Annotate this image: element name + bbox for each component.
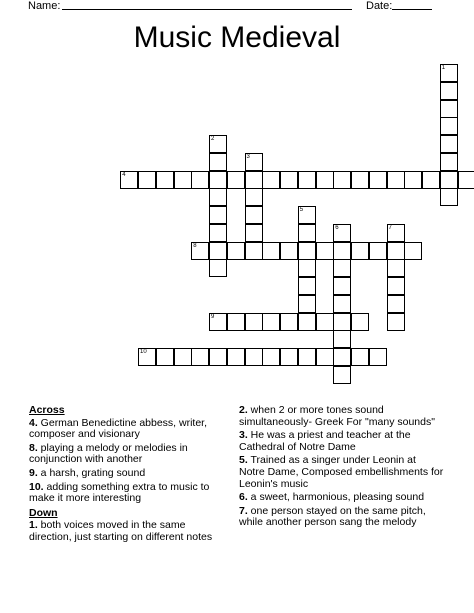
- grid-cell[interactable]: [156, 171, 174, 189]
- grid-cell[interactable]: [245, 242, 263, 260]
- grid-cell[interactable]: [333, 313, 351, 331]
- clue-number: 2: [211, 136, 215, 142]
- grid-cell[interactable]: [245, 313, 263, 331]
- grid-cell[interactable]: [333, 348, 351, 366]
- grid-cell[interactable]: [404, 171, 422, 189]
- grid-cell[interactable]: [387, 224, 405, 242]
- grid-cell[interactable]: [245, 224, 263, 242]
- grid-cell[interactable]: [333, 295, 351, 313]
- grid-cell[interactable]: [333, 366, 351, 384]
- grid-cell[interactable]: [280, 171, 298, 189]
- grid-cell[interactable]: [262, 242, 280, 260]
- grid-cell[interactable]: [191, 171, 209, 189]
- clue-item-text: a sweet, harmonious, pleasing sound: [247, 491, 425, 504]
- grid-cell[interactable]: [245, 206, 263, 224]
- clue-item: [239, 405, 444, 428]
- grid-cell[interactable]: [209, 171, 227, 189]
- clue-item-text: one person stayed on the same pitch, while another person sang the melody: [239, 504, 426, 529]
- grid-cell[interactable]: [262, 348, 280, 366]
- clue-number: 4: [122, 171, 126, 178]
- clue-item: [239, 506, 444, 529]
- grid-cell[interactable]: [174, 348, 192, 366]
- grid-cell[interactable]: [440, 64, 458, 82]
- grid-cell[interactable]: [440, 153, 458, 171]
- clue-item-number: 6.: [239, 491, 248, 504]
- clue-item: [29, 443, 229, 466]
- clue-number: 8: [193, 242, 197, 249]
- clue-item-text: a harsh, grating sound: [37, 466, 146, 479]
- clues-left-column: [29, 405, 229, 546]
- grid-cell[interactable]: [209, 313, 227, 331]
- grid-cell[interactable]: [120, 171, 138, 189]
- grid-cell[interactable]: [387, 313, 405, 331]
- grid-cell[interactable]: [262, 313, 280, 331]
- name-label: Name:: [28, 0, 61, 12]
- grid-cell[interactable]: [209, 224, 227, 242]
- grid-cell[interactable]: [280, 242, 298, 260]
- clue-item-text: both voices moved in the same direction, just starting on different notes: [29, 519, 213, 543]
- grid-cell[interactable]: [298, 242, 316, 260]
- clue-item-text: when 2 or more tones sound simultaneously- Greek For "many sounds": [239, 404, 435, 428]
- grid-cell[interactable]: [333, 242, 351, 260]
- clue-item-number: 9.: [29, 466, 38, 479]
- grid-cell[interactable]: [298, 171, 316, 189]
- grid-cell[interactable]: [369, 242, 387, 260]
- grid-cell[interactable]: [351, 348, 369, 366]
- grid-cell[interactable]: [191, 348, 209, 366]
- clue-item-text: adding something extra to music to make it more interesting: [29, 480, 210, 505]
- clue-item: [239, 430, 444, 453]
- clue-item-number: 5.: [239, 454, 248, 467]
- grid-cell[interactable]: [351, 171, 369, 189]
- clue-item: [239, 455, 444, 490]
- grid-cell[interactable]: [404, 242, 422, 260]
- clue-item-number: 4.: [29, 416, 38, 429]
- grid-cell[interactable]: [387, 171, 405, 189]
- clue-item-text: playing a melody or melodies in conjunction with another: [29, 441, 188, 466]
- down-clue-list-continued: [239, 405, 444, 529]
- grid-cell[interactable]: [333, 277, 351, 295]
- grid-cell[interactable]: [174, 171, 192, 189]
- clue-item: [29, 520, 229, 543]
- clue-item-number: 7.: [239, 504, 248, 517]
- grid-cell[interactable]: [333, 259, 351, 277]
- across-heading: Across: [29, 404, 65, 416]
- grid-cell[interactable]: [262, 171, 280, 189]
- grid-cell[interactable]: [298, 277, 316, 295]
- grid-cell[interactable]: [387, 259, 405, 277]
- grid-cell[interactable]: [227, 171, 245, 189]
- clue-item-number: 2.: [239, 404, 248, 416]
- clue-number: 9: [211, 313, 215, 320]
- clue-item-number: 1.: [29, 519, 38, 532]
- grid-cell[interactable]: [156, 348, 174, 366]
- grid-cell[interactable]: [280, 313, 298, 331]
- grid-cell[interactable]: [387, 295, 405, 313]
- clue-number: 10: [140, 349, 147, 355]
- clue-item-number: 8.: [29, 441, 38, 454]
- grid-cell[interactable]: [209, 153, 227, 171]
- grid-cell[interactable]: [209, 242, 227, 260]
- grid-cell[interactable]: [280, 348, 298, 366]
- grid-cell[interactable]: [209, 135, 227, 153]
- grid-cell[interactable]: [298, 295, 316, 313]
- date-label: Date:: [366, 0, 393, 12]
- grid-cell[interactable]: [227, 242, 245, 260]
- grid-cell[interactable]: [316, 242, 334, 260]
- grid-cell[interactable]: [245, 188, 263, 206]
- grid-cell[interactable]: [298, 224, 316, 242]
- grid-cell[interactable]: [227, 313, 245, 331]
- grid-cell[interactable]: [440, 135, 458, 153]
- grid-cell[interactable]: [245, 153, 263, 171]
- grid-cell[interactable]: [316, 171, 334, 189]
- grid-cell[interactable]: [138, 171, 156, 189]
- clue-number: 7: [388, 224, 392, 231]
- page-title: Music Medieval: [133, 21, 341, 54]
- grid-cell[interactable]: [316, 313, 334, 331]
- grid-cell[interactable]: [458, 171, 474, 189]
- grid-cell[interactable]: [369, 171, 387, 189]
- across-clue-list: [29, 418, 229, 505]
- grid-cell[interactable]: [316, 348, 334, 366]
- down-clue-list: [29, 520, 229, 543]
- clue-number: 6: [335, 224, 339, 231]
- grid-cell[interactable]: [209, 259, 227, 277]
- grid-cell[interactable]: [191, 242, 209, 260]
- clue-number: 3: [246, 153, 250, 160]
- grid-cell[interactable]: [369, 348, 387, 366]
- grid-cell[interactable]: [351, 242, 369, 260]
- clue-item: [29, 482, 229, 505]
- grid-cell[interactable]: [440, 100, 458, 118]
- clue-number: 5: [299, 207, 304, 213]
- clue-item-number: 10.: [29, 480, 44, 493]
- grid-cell[interactable]: [298, 206, 316, 224]
- down-heading: Down: [29, 506, 58, 519]
- clue-number: 1: [441, 65, 446, 71]
- grid-cell[interactable]: [298, 313, 316, 331]
- clues-right-column: [239, 405, 444, 531]
- grid-cell[interactable]: [387, 277, 405, 295]
- grid-cell[interactable]: [333, 330, 351, 348]
- clue-item: [29, 468, 229, 480]
- grid-cell[interactable]: [138, 348, 156, 366]
- clue-item-number: 3.: [239, 429, 248, 442]
- grid-cell[interactable]: [245, 348, 263, 366]
- clue-item: [239, 492, 444, 504]
- clue-item-text: Trained as a singer under Leonin at Notre Dame, Composed embellishments for Leonin's music: [239, 454, 444, 490]
- clue-item-text: He was a priest and teacher at the Cathedral of Notre Dame: [239, 429, 411, 453]
- grid-cell[interactable]: [440, 82, 458, 100]
- grid-cell[interactable]: [209, 206, 227, 224]
- clue-item: [29, 418, 229, 441]
- clue-item-text: German Benedictine abbess, writer, composer and visionary: [29, 416, 208, 441]
- grid-cell[interactable]: [333, 224, 351, 242]
- grid-cell[interactable]: [387, 242, 405, 260]
- grid-cell[interactable]: [440, 117, 458, 135]
- grid-cell[interactable]: [298, 348, 316, 366]
- grid-cell[interactable]: [298, 259, 316, 277]
- grid-cell[interactable]: [209, 348, 227, 366]
- grid-cell[interactable]: [351, 313, 369, 331]
- grid-cell[interactable]: [440, 171, 458, 189]
- grid-cell[interactable]: [440, 188, 458, 206]
- grid-cell[interactable]: [227, 348, 245, 366]
- grid-cell[interactable]: [245, 171, 263, 189]
- grid-cell[interactable]: [333, 171, 351, 189]
- grid-cell[interactable]: [209, 188, 227, 206]
- grid-cell[interactable]: [422, 171, 440, 189]
